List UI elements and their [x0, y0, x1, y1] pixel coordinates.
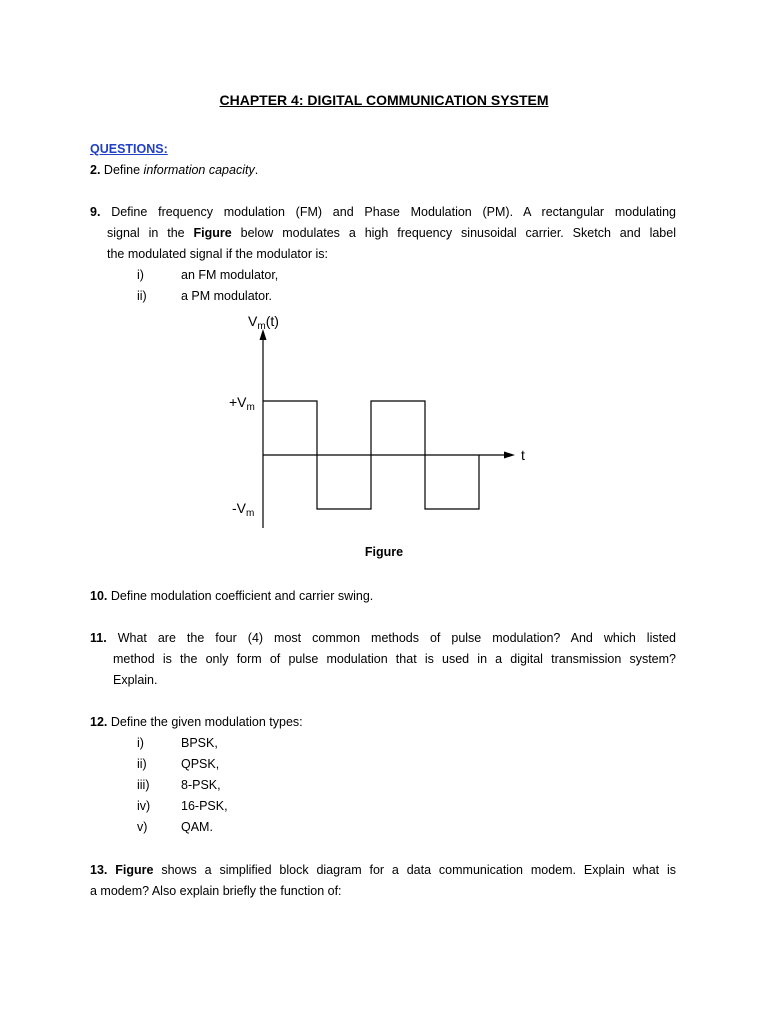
figure-caption: Figure [364, 545, 404, 559]
question-13-line-1 [90, 861, 676, 879]
question-number: 9. [90, 205, 101, 219]
y-axis-label: $V_m(t)$ [248, 313, 279, 332]
question-12 [90, 713, 303, 731]
list-item-text: 16-PSK, [181, 799, 228, 813]
question-text: Define the given modulation types: [110, 715, 303, 729]
list-item-label: v) [137, 820, 148, 834]
question-number: 11. [90, 631, 107, 645]
figure-reference: Figure [115, 863, 154, 877]
question-number: 13. [90, 863, 108, 877]
list-item-label: iv) [137, 799, 151, 813]
positive-amplitude-label: $+V_m$ [229, 394, 255, 413]
question-13-line-2: a modem? Also explain briefly the function of: [90, 884, 342, 898]
question-italic-term: information capacity [143, 163, 255, 177]
x-axis-arrowhead [504, 452, 515, 459]
list-item-label: i) [137, 736, 144, 750]
list-item-text: an FM modulator, [181, 268, 279, 282]
question-number: 2. [90, 163, 101, 177]
question-text: Define modulation coefficient and carrier swing. [110, 589, 374, 603]
question-9-line-3: the modulated signal if the modulator is: [107, 247, 328, 261]
x-axis-label: t [521, 447, 525, 463]
question-number: 12. [90, 715, 108, 729]
list-item-label: ii) [137, 289, 147, 303]
question-number: 10. [90, 589, 108, 603]
question-text: below modulates a high frequency sinusoidal carrier. Sketch and label [240, 226, 676, 240]
chapter-title: CHAPTER 4: DIGITAL COMMUNICATION SYSTEM [219, 92, 549, 108]
negative-amplitude-label: $-V_m$ [232, 500, 255, 519]
list-item-text: QPSK, [181, 757, 220, 771]
question-10 [90, 587, 373, 605]
list-item-label: ii) [137, 757, 147, 771]
list-item-text: 8-PSK, [181, 778, 221, 792]
figure-reference: Figure [193, 226, 232, 240]
question-text: Define [103, 163, 141, 177]
list-item-text: a PM modulator. [181, 289, 273, 303]
list-item-text: QAM. [181, 820, 213, 834]
question-text: Define frequency modulation (FM) and Phase Modulation (PM). A rectangular modulating [111, 205, 676, 219]
list-item-label: i) [137, 268, 144, 282]
questions-heading: QUESTIONS: [90, 142, 168, 156]
question-text: What are the four (4) most common methods of pulse modulation? And which listed [117, 631, 676, 645]
question-text-suffix: . [254, 163, 259, 177]
question-11-line-2: method is the only form of pulse modulation that is used in a digital transmission system? [113, 652, 676, 666]
list-item-label: iii) [137, 778, 150, 792]
question-11-line-1 [90, 629, 676, 647]
question-text: shows a simplified block diagram for a data communication modem. Explain what is [161, 863, 677, 877]
list-item-text: BPSK, [181, 736, 218, 750]
question-11-line-3: Explain. [113, 673, 158, 687]
question-text: signal in the [107, 226, 185, 240]
